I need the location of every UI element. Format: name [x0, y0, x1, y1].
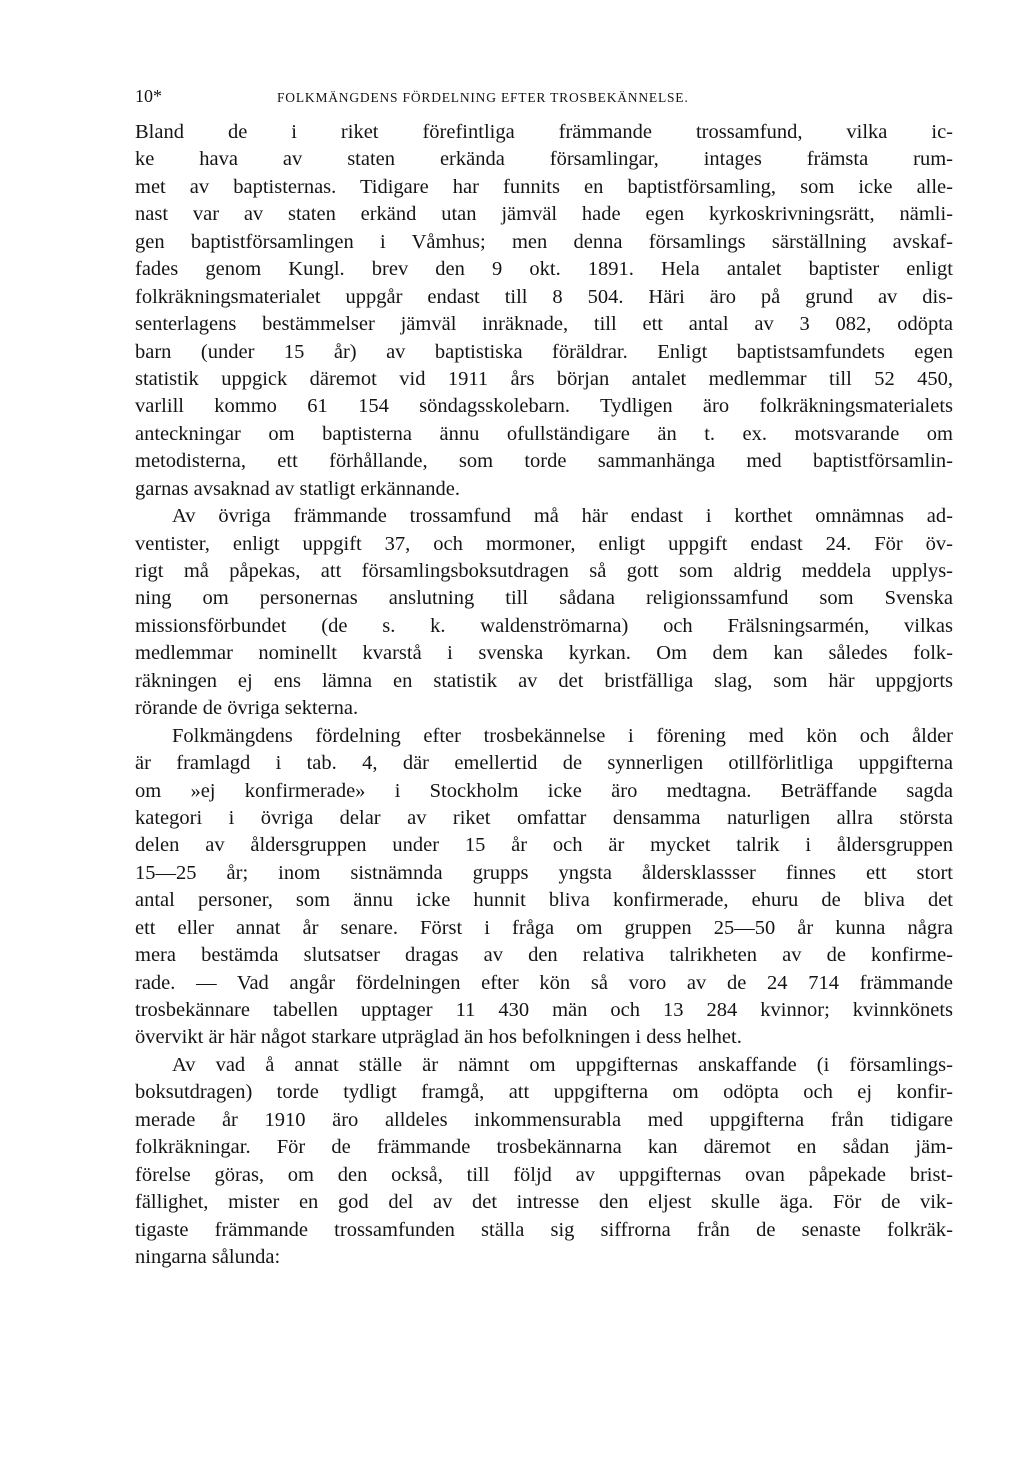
text-line: Folkmängdens fördelning efter trosbekännelse i förening med kön och ålder: [172, 724, 953, 747]
text-line: mera bestämda slutsatser dragas av den relativa talrikheten av de konfirme-: [135, 944, 953, 967]
text-line: ke hava av staten erkända församlingar, intages främsta rum-: [135, 148, 953, 171]
text-line: förelse göras, om den också, till följd av uppgifternas ovan påpekade brist-: [135, 1163, 953, 1186]
text-line: ning om personernas anslutning till sådana religionssamfund som Svenska: [135, 587, 953, 610]
text-line: tigaste främmande trossamfunden ställa sig siffrorna från de senaste folkräk-: [135, 1218, 953, 1241]
text-line: Av övriga främmande trossamfund må här endast i korthet omnämnas ad-: [172, 505, 953, 528]
text-line: räkningen ej ens lämna en statistik av det bristfälliga slag, som här uppgjorts: [135, 669, 953, 692]
page-header: [135, 86, 953, 107]
text-line: boksutdragen) torde tydligt framgå, att uppgifterna om odöpta och ej konfir-: [135, 1081, 953, 1104]
text-line: fades genom Kungl. brev den 9 okt. 1891. Hela antalet baptister enligt: [135, 258, 953, 281]
text-line: barn (under 15 år) av baptistiska föräldrar. Enligt baptistsamfundets egen: [135, 340, 953, 363]
text-line: folkräkningsmaterialet uppgår endast till 8 504. Häri äro på grund av dis-: [135, 285, 953, 308]
text-line: senterlagens bestämmelser jämväl inräknade, till ett antal av 3 082, odöpta: [135, 313, 953, 336]
text-line: om »ej konfirmerade» i Stockholm icke äro medtagna. Beträffande sagda: [135, 779, 953, 802]
text-line: delen av åldersgruppen under 15 år och är mycket talrik i åldersgruppen: [135, 834, 953, 857]
text-line: merade år 1910 äro alldeles inkommensurabla med uppgifterna från tidigare: [135, 1108, 953, 1131]
text-line: är framlagd i tab. 4, där emellertid de synnerligen otillförlitliga uppgifterna: [135, 752, 953, 775]
text-line: antal personer, som ännu icke hunnit bliva konfirmerade, ehuru de bliva det: [135, 889, 953, 912]
text-line: övervikt är här något starkare utpräglad än hos befolkningen i dess helhet.: [135, 1026, 742, 1049]
text-line: met av baptisternas. Tidigare har funnits en baptistförsamling, som icke alle-: [135, 175, 953, 198]
text-line: varlill kommo 61 154 söndagsskolebarn. Tydligen äro folkräkningsmaterialets: [135, 395, 953, 418]
text-line: folkräkningar. För de främmande trosbekännarna kan däremot en sådan jäm-: [135, 1136, 953, 1159]
body-text: [135, 119, 953, 1271]
text-line: ett eller annat år senare. Först i fråga om gruppen 25—50 år kunna några: [135, 916, 953, 939]
text-line: rörande de övriga sekterna.: [135, 697, 359, 720]
text-line: nast var av staten erkänd utan jämväl hade egen kyrkoskrivningsrätt, nämli-: [135, 203, 953, 226]
text-line: trosbekännare tabellen upptager 11 430 män och 13 284 kvinnor; kvinnkönets: [135, 999, 953, 1021]
text-line: Av vad å annat ställe är nämnt om uppgifternas anskaffande (i församlings-: [172, 1053, 953, 1076]
running-title: FOLKMÄNGDENS FÖRDELNING EFTER TROSBEKÄNNELSE.: [277, 90, 689, 105]
text-line: ventister, enligt uppgift 37, och mormoner, enligt uppgift endast 24. För öv-: [135, 532, 953, 555]
text-line: kategori i övriga delar av riket omfattar densamma naturligen allra största: [135, 806, 953, 829]
text-line: anteckningar om baptisterna ännu ofullständigare än t. ex. motsvarande om: [135, 422, 953, 445]
text-line: statistik uppgick däremot vid 1911 års början antalet medlemmar till 52 450,: [135, 367, 953, 390]
text-line: Bland de i riket förefintliga främmande trossamfund, vilka ic-: [135, 121, 953, 143]
text-line: ningarna sålunda:: [135, 1245, 281, 1268]
text-line: garnas avsaknad av statligt erkännande.: [135, 477, 461, 500]
text-line: fällighet, mister en god del av det intresse den eljest skulle äga. För de vik-: [135, 1191, 953, 1214]
text-line: missionsförbundet (de s. k. waldenströmarna) och Frälsningsarmén, vilkas: [135, 614, 953, 637]
document-page: [135, 86, 953, 1271]
text-line: medlemmar nominellt kvarstå i svenska kyrkan. Om dem kan således folk-: [135, 642, 953, 665]
text-line: gen baptistförsamlingen i Våmhus; men denna församlings särställning avskaf-: [135, 230, 953, 253]
page-number: 10*: [135, 86, 162, 106]
text-line: 15—25 år; inom sistnämnda grupps yngsta åldersklassser finnes ett stort: [135, 861, 953, 884]
text-line: rigt må påpekas, att församlingsboksutdragen så gott som aldrig meddela upplys-: [135, 560, 953, 582]
text-line: rade. — Vad angår fördelningen efter kön så voro av de 24 714 främmande: [135, 971, 953, 994]
text-line: metodisterna, ett förhållande, som torde sammanhänga med baptistförsamlin-: [135, 450, 953, 473]
